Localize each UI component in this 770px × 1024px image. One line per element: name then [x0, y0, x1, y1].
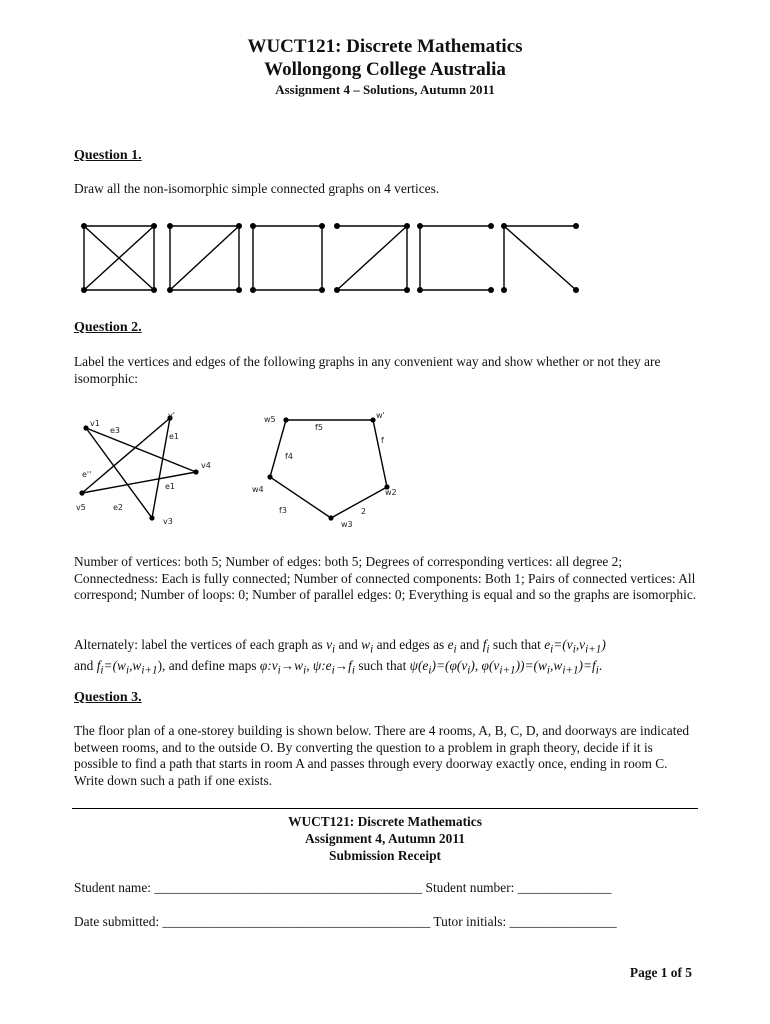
institution-name: Wollongong College Australia	[264, 59, 506, 80]
receipt-divider	[72, 808, 698, 809]
star-label-v3: v3	[163, 517, 173, 526]
pentagon-label-f4: f4	[285, 452, 293, 461]
document-subtitle: Assignment 4 – Solutions, Autumn 2011	[275, 82, 495, 97]
receipt-title: Submission Receipt	[329, 848, 441, 863]
pentagon-label-w1: w'	[376, 411, 385, 420]
question-3-heading: Question 3.	[74, 690, 142, 705]
receipt-course: WUCT121: Discrete Mathematics	[288, 814, 482, 829]
star-label-e2: e2	[113, 503, 124, 512]
question-2-heading: Question 2.	[74, 320, 142, 335]
star-label-e1b: e1	[165, 482, 176, 491]
pentagon-label-f1: f	[381, 436, 384, 445]
star-label-e5: e''	[82, 470, 92, 479]
star-label-v2: v'	[168, 411, 175, 420]
question-1-heading: Question 1.	[74, 148, 142, 163]
receipt-assignment: Assignment 4, Autumn 2011	[305, 831, 465, 846]
date-submitted-field[interactable]: Date submitted: ________________________________________ Tutor initials: ________________	[74, 914, 617, 929]
pentagon-label-f3: f3	[279, 506, 287, 515]
document-title: WUCT121: Discrete Mathematics	[247, 36, 523, 57]
star-label-v5: v5	[76, 503, 86, 512]
star-label-v1: v1	[90, 419, 100, 428]
pentagon-label-w5: w5	[264, 415, 276, 424]
page-number: Page 1 of 5	[629, 965, 692, 980]
pentagon-label-w4: w4	[252, 485, 264, 494]
pentagon-label-w2: w2	[385, 488, 397, 497]
pentagon-label-f2: 2	[361, 507, 367, 516]
student-name-field[interactable]: Student name: ________________________________________ Student number: ______________	[74, 880, 612, 895]
question-2-alternate: Alternately: label the vertices of each graph as $v_i$ and $w_i$ and edges as $e_i$ and $f_i$ such that $e_i=(v_i,v_{i+1})$ and $f_i=(w_i,w_{i+1})$, and define maps $\varphi:v_i\to w_i$, $\psi:e_i\to f_i$ such that $\psi(e_i)=(\varphi(v_i)$, $\varphi(v_{i+1}))=(w_i,w_{i+1})=f_i$.	[74, 637, 606, 677]
question-2-text: Label the vertices and edges of the following graphs in any convenient way and show whether or not they are isomorphic:	[74, 354, 661, 386]
star-label-e1a: e1	[169, 432, 180, 441]
pentagon-label-w3: w3	[341, 520, 353, 529]
question-3-text: The floor plan of a one-storey building is shown below. There are 4 rooms, A, B, C, D, and doorways are indicated between rooms, and to the outside O. By converting the question to a problem in graph theory, decide if it is possible to find a path that starts in room A and passes through every doorway exactly once, ending in room C. Write down such a path if one exists.	[74, 723, 690, 788]
question-1-text: Draw all the non-isomorphic simple connected graphs on 4 vertices.	[74, 181, 440, 196]
star-label-e3: e3	[110, 426, 121, 435]
pentagon-label-f5: f5	[315, 423, 323, 432]
star-label-v4: v4	[201, 461, 211, 470]
question-2-answer: Number of vertices: both 5; Number of edges: both 5; Degrees of corresponding vertices: all degree 2; Connectedness: Each is fully connected; Number of connected components: Both 1; Pairs of connected vertices: All correspond; Number of loops: 0; Number of parallel edges: 0; Everything is equal and so the graphs are isomorphic.	[74, 554, 697, 603]
